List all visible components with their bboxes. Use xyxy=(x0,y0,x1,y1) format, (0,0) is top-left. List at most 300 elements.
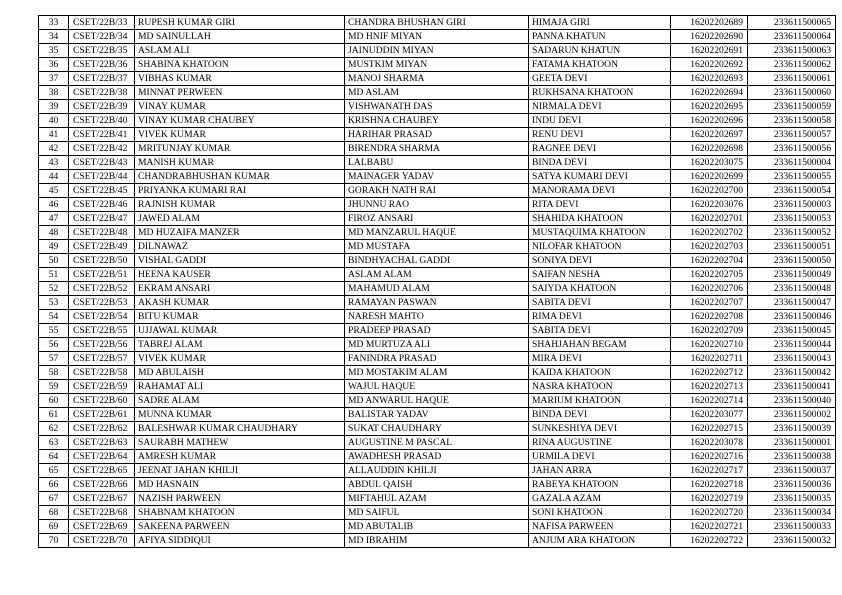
father-name-cell: MD ABUTALIB xyxy=(345,520,529,534)
student-name-cell: MD ABULAISH xyxy=(135,366,345,380)
registration-number-cell: 16202203075 xyxy=(671,156,748,170)
student-name-cell: JEENAT JAHAN KHILJI xyxy=(135,464,345,478)
serial-number-cell: 45 xyxy=(39,184,69,198)
roll-number-cell: CSET/22B/60 xyxy=(69,394,135,408)
serial-number-cell: 60 xyxy=(39,394,69,408)
father-name-cell: MANOJ SHARMA xyxy=(345,72,529,86)
registration-number-cell: 16202202709 xyxy=(671,324,748,338)
student-name-cell: CHANDRABHUSHAN KUMAR xyxy=(135,170,345,184)
serial-number-cell: 36 xyxy=(39,58,69,72)
serial-number-cell: 35 xyxy=(39,44,69,58)
student-name-cell: MD HASNAIN xyxy=(135,478,345,492)
table-row xyxy=(39,520,836,534)
mother-name-cell: ANJUM ARA KHATOON xyxy=(529,534,671,548)
enrollment-number-cell: 233611500045 xyxy=(748,324,836,338)
enrollment-number-cell: 233611500004 xyxy=(748,156,836,170)
enrollment-number-cell: 233611500065 xyxy=(748,16,836,30)
serial-number-cell: 69 xyxy=(39,520,69,534)
registration-number-cell: 16202202692 xyxy=(671,58,748,72)
mother-name-cell: NILOFAR KHATOON xyxy=(529,240,671,254)
mother-name-cell: BINDA DEVI xyxy=(529,156,671,170)
roll-number-cell: CSET/22B/42 xyxy=(69,142,135,156)
mother-name-cell: RAGNEE DEVI xyxy=(529,142,671,156)
mother-name-cell: KAIDA KHATOON xyxy=(529,366,671,380)
serial-number-cell: 37 xyxy=(39,72,69,86)
registration-number-cell: 16202202719 xyxy=(671,492,748,506)
mother-name-cell: MARIUM KHATOON xyxy=(529,394,671,408)
enrollment-number-cell: 233611500038 xyxy=(748,450,836,464)
father-name-cell: BALISTAR YADAV xyxy=(345,408,529,422)
student-name-cell: PRIYANKA KUMARI RAI xyxy=(135,184,345,198)
registration-number-cell: 16202202721 xyxy=(671,520,748,534)
table-row xyxy=(39,492,836,506)
father-name-cell: VISHWANATH DAS xyxy=(345,100,529,114)
roll-number-cell: CSET/22B/66 xyxy=(69,478,135,492)
registration-number-cell: 16202202693 xyxy=(671,72,748,86)
father-name-cell: GORAKH NATH RAI xyxy=(345,184,529,198)
enrollment-number-cell: 233611500034 xyxy=(748,506,836,520)
table-row xyxy=(39,58,836,72)
roll-number-cell: CSET/22B/65 xyxy=(69,464,135,478)
father-name-cell: BINDHYACHAL GADDI xyxy=(345,254,529,268)
registration-number-cell: 16202202702 xyxy=(671,226,748,240)
roll-number-cell: CSET/22B/69 xyxy=(69,520,135,534)
serial-number-cell: 61 xyxy=(39,408,69,422)
roll-number-cell: CSET/22B/38 xyxy=(69,86,135,100)
father-name-cell: ALLAUDDIN KHILJI xyxy=(345,464,529,478)
father-name-cell: MD MANZARUL HAQUE xyxy=(345,226,529,240)
father-name-cell: LALBABU xyxy=(345,156,529,170)
mother-name-cell: MANORAMA DEVI xyxy=(529,184,671,198)
serial-number-cell: 33 xyxy=(39,16,69,30)
father-name-cell: MAHAMUD ALAM xyxy=(345,282,529,296)
roll-number-cell: CSET/22B/53 xyxy=(69,296,135,310)
father-name-cell: SUKAT CHAUDHARY xyxy=(345,422,529,436)
student-name-cell: MD SAINULLAH xyxy=(135,30,345,44)
student-name-cell: DILNAWAZ xyxy=(135,240,345,254)
serial-number-cell: 56 xyxy=(39,338,69,352)
table-row xyxy=(39,450,836,464)
enrollment-number-cell: 233611500049 xyxy=(748,268,836,282)
father-name-cell: MIFTAHUL AZAM xyxy=(345,492,529,506)
father-name-cell: WAJUL HAQUE xyxy=(345,380,529,394)
roll-number-cell: CSET/22B/47 xyxy=(69,212,135,226)
serial-number-cell: 66 xyxy=(39,478,69,492)
father-name-cell: MD SAIFUL xyxy=(345,506,529,520)
registration-number-cell: 16202203078 xyxy=(671,436,748,450)
mother-name-cell: GAZALA AZAM xyxy=(529,492,671,506)
student-name-cell: MD HUZAIFA MANZER xyxy=(135,226,345,240)
registration-number-cell: 16202202707 xyxy=(671,296,748,310)
mother-name-cell: JAHAN ARRA xyxy=(529,464,671,478)
table-row xyxy=(39,30,836,44)
mother-name-cell: GEETA DEVI xyxy=(529,72,671,86)
father-name-cell: JHUNNU RAO xyxy=(345,198,529,212)
registration-number-cell: 16202202708 xyxy=(671,310,748,324)
mother-name-cell: INDU DEVI xyxy=(529,114,671,128)
student-name-cell: BITU KUMAR xyxy=(135,310,345,324)
roll-number-cell: CSET/22B/41 xyxy=(69,128,135,142)
roll-number-cell: CSET/22B/34 xyxy=(69,30,135,44)
student-name-cell: SAKEENA PARWEEN xyxy=(135,520,345,534)
serial-number-cell: 53 xyxy=(39,296,69,310)
registration-number-cell: 16202202703 xyxy=(671,240,748,254)
student-name-cell: MANISH KUMAR xyxy=(135,156,345,170)
mother-name-cell: SADARUN KHATUN xyxy=(529,44,671,58)
father-name-cell: AUGUSTINE M PASCAL xyxy=(345,436,529,450)
mother-name-cell: SUNKESHIYA DEVI xyxy=(529,422,671,436)
table-row xyxy=(39,534,836,548)
student-name-cell: MUNNA KUMAR xyxy=(135,408,345,422)
mother-name-cell: NASRA KHATOON xyxy=(529,380,671,394)
roll-number-cell: CSET/22B/46 xyxy=(69,198,135,212)
registration-number-cell: 16202202716 xyxy=(671,450,748,464)
enrollment-number-cell: 233611500064 xyxy=(748,30,836,44)
enrollment-number-cell: 233611500058 xyxy=(748,114,836,128)
serial-number-cell: 68 xyxy=(39,506,69,520)
roll-number-cell: CSET/22B/36 xyxy=(69,58,135,72)
serial-number-cell: 34 xyxy=(39,30,69,44)
enrollment-number-cell: 233611500054 xyxy=(748,184,836,198)
table-row xyxy=(39,436,836,450)
father-name-cell: RAMAYAN PASWAN xyxy=(345,296,529,310)
table-row xyxy=(39,170,836,184)
roll-number-cell: CSET/22B/44 xyxy=(69,170,135,184)
registration-number-cell: 16202202699 xyxy=(671,170,748,184)
mother-name-cell: NIRMALA DEVI xyxy=(529,100,671,114)
father-name-cell: MD MURTUZA ALI xyxy=(345,338,529,352)
serial-number-cell: 51 xyxy=(39,268,69,282)
enrollment-number-cell: 233611500033 xyxy=(748,520,836,534)
serial-number-cell: 67 xyxy=(39,492,69,506)
student-name-cell: ASLAM ALI xyxy=(135,44,345,58)
serial-number-cell: 50 xyxy=(39,254,69,268)
enrollment-number-cell: 233611500035 xyxy=(748,492,836,506)
registration-number-cell: 16202202710 xyxy=(671,338,748,352)
table-row xyxy=(39,128,836,142)
table-row xyxy=(39,212,836,226)
registration-number-cell: 16202202713 xyxy=(671,380,748,394)
table-row xyxy=(39,114,836,128)
student-name-cell: AFIYA SIDDIQUI xyxy=(135,534,345,548)
student-name-cell: NAZISH PARWEEN xyxy=(135,492,345,506)
father-name-cell: ABDUL QAISH xyxy=(345,478,529,492)
roll-number-cell: CSET/22B/51 xyxy=(69,268,135,282)
registration-number-cell: 16202202704 xyxy=(671,254,748,268)
roll-number-cell: CSET/22B/70 xyxy=(69,534,135,548)
serial-number-cell: 70 xyxy=(39,534,69,548)
roll-number-cell: CSET/22B/54 xyxy=(69,310,135,324)
father-name-cell: MD IBRAHIM xyxy=(345,534,529,548)
student-name-cell: EKRAM ANSARI xyxy=(135,282,345,296)
roll-number-cell: CSET/22B/68 xyxy=(69,506,135,520)
mother-name-cell: RINA AUGUSTINE xyxy=(529,436,671,450)
roll-number-cell: CSET/22B/58 xyxy=(69,366,135,380)
serial-number-cell: 40 xyxy=(39,114,69,128)
table-row xyxy=(39,226,836,240)
registration-number-cell: 16202202691 xyxy=(671,44,748,58)
student-name-cell: VISHAL GADDI xyxy=(135,254,345,268)
serial-number-cell: 62 xyxy=(39,422,69,436)
father-name-cell: HARIHAR PRASAD xyxy=(345,128,529,142)
enrollment-number-cell: 233611500047 xyxy=(748,296,836,310)
student-name-cell: RAHAMAT ALI xyxy=(135,380,345,394)
student-name-cell: AKASH KUMAR xyxy=(135,296,345,310)
enrollment-number-cell: 233611500003 xyxy=(748,198,836,212)
serial-number-cell: 48 xyxy=(39,226,69,240)
registration-number-cell: 16202202694 xyxy=(671,86,748,100)
mother-name-cell: NAFISA PARWEEN xyxy=(529,520,671,534)
father-name-cell: MUSTKIM MIYAN xyxy=(345,58,529,72)
enrollment-number-cell: 233611500052 xyxy=(748,226,836,240)
student-name-cell: HEENA KAUSER xyxy=(135,268,345,282)
father-name-cell: MD HNIF MIYAN xyxy=(345,30,529,44)
student-name-cell: JAWED ALAM xyxy=(135,212,345,226)
enrollment-number-cell: 233611500043 xyxy=(748,352,836,366)
enrollment-number-cell: 233611500055 xyxy=(748,170,836,184)
registration-number-cell: 16202202714 xyxy=(671,394,748,408)
mother-name-cell: SAIYDA KHATOON xyxy=(529,282,671,296)
mother-name-cell: RUKHSANA KHATOON xyxy=(529,86,671,100)
table-row xyxy=(39,16,836,30)
enrollment-number-cell: 233611500057 xyxy=(748,128,836,142)
registration-number-cell: 16202202711 xyxy=(671,352,748,366)
student-list-table xyxy=(38,15,836,548)
roll-number-cell: CSET/22B/52 xyxy=(69,282,135,296)
table-row xyxy=(39,478,836,492)
father-name-cell: MD ASLAM xyxy=(345,86,529,100)
mother-name-cell: RABEYA KHATOON xyxy=(529,478,671,492)
father-name-cell: PRADEEP PRASAD xyxy=(345,324,529,338)
table-row xyxy=(39,198,836,212)
enrollment-number-cell: 233611500040 xyxy=(748,394,836,408)
table-row xyxy=(39,310,836,324)
roll-number-cell: CSET/22B/48 xyxy=(69,226,135,240)
student-name-cell: VIVEK KUMAR xyxy=(135,128,345,142)
registration-number-cell: 16202202695 xyxy=(671,100,748,114)
registration-number-cell: 16202202698 xyxy=(671,142,748,156)
table-row xyxy=(39,422,836,436)
serial-number-cell: 54 xyxy=(39,310,69,324)
serial-number-cell: 43 xyxy=(39,156,69,170)
enrollment-number-cell: 233611500037 xyxy=(748,464,836,478)
enrollment-number-cell: 233611500002 xyxy=(748,408,836,422)
enrollment-number-cell: 233611500046 xyxy=(748,310,836,324)
enrollment-number-cell: 233611500062 xyxy=(748,58,836,72)
enrollment-number-cell: 233611500001 xyxy=(748,436,836,450)
table-row xyxy=(39,282,836,296)
table-row xyxy=(39,352,836,366)
serial-number-cell: 44 xyxy=(39,170,69,184)
registration-number-cell: 16202202715 xyxy=(671,422,748,436)
registration-number-cell: 16202202696 xyxy=(671,114,748,128)
serial-number-cell: 59 xyxy=(39,380,69,394)
enrollment-number-cell: 233611500053 xyxy=(748,212,836,226)
serial-number-cell: 49 xyxy=(39,240,69,254)
registration-number-cell: 16202202706 xyxy=(671,282,748,296)
table-row xyxy=(39,366,836,380)
father-name-cell: KRISHNA CHAUBEY xyxy=(345,114,529,128)
father-name-cell: CHANDRA BHUSHAN GIRI xyxy=(345,16,529,30)
student-name-cell: UJJAWAL KUMAR xyxy=(135,324,345,338)
mother-name-cell: SHAHIDA KHATOON xyxy=(529,212,671,226)
enrollment-number-cell: 233611500039 xyxy=(748,422,836,436)
mother-name-cell: SONIYA DEVI xyxy=(529,254,671,268)
father-name-cell: MD MUSTAFA xyxy=(345,240,529,254)
registration-number-cell: 16202203077 xyxy=(671,408,748,422)
serial-number-cell: 65 xyxy=(39,464,69,478)
table-row xyxy=(39,380,836,394)
registration-number-cell: 16202202718 xyxy=(671,478,748,492)
roll-number-cell: CSET/22B/61 xyxy=(69,408,135,422)
mother-name-cell: MIRA DEVI xyxy=(529,352,671,366)
roll-number-cell: CSET/22B/63 xyxy=(69,436,135,450)
serial-number-cell: 55 xyxy=(39,324,69,338)
student-name-cell: TABREJ ALAM xyxy=(135,338,345,352)
mother-name-cell: SABITA DEVI xyxy=(529,296,671,310)
roll-number-cell: CSET/22B/39 xyxy=(69,100,135,114)
enrollment-number-cell: 233611500032 xyxy=(748,534,836,548)
registration-number-cell: 16202202717 xyxy=(671,464,748,478)
mother-name-cell: SATYA KUMARI DEVI xyxy=(529,170,671,184)
table-row xyxy=(39,72,836,86)
student-name-cell: VIBHAS KUMAR xyxy=(135,72,345,86)
father-name-cell: ASLAM ALAM xyxy=(345,268,529,282)
table-row xyxy=(39,44,836,58)
table-row xyxy=(39,184,836,198)
father-name-cell: AWADHESH PRASAD xyxy=(345,450,529,464)
table-row xyxy=(39,324,836,338)
enrollment-number-cell: 233611500044 xyxy=(748,338,836,352)
roll-number-cell: CSET/22B/55 xyxy=(69,324,135,338)
enrollment-number-cell: 233611500060 xyxy=(748,86,836,100)
table-body xyxy=(39,16,836,548)
mother-name-cell: MUSTAQUIMA KHATOON xyxy=(529,226,671,240)
serial-number-cell: 46 xyxy=(39,198,69,212)
enrollment-number-cell: 233611500041 xyxy=(748,380,836,394)
roll-number-cell: CSET/22B/57 xyxy=(69,352,135,366)
enrollment-number-cell: 233611500050 xyxy=(748,254,836,268)
roll-number-cell: CSET/22B/37 xyxy=(69,72,135,86)
enrollment-number-cell: 233611500048 xyxy=(748,282,836,296)
father-name-cell: MD MOSTAKIM ALAM xyxy=(345,366,529,380)
registration-number-cell: 16202202689 xyxy=(671,16,748,30)
mother-name-cell: URMILA DEVI xyxy=(529,450,671,464)
enrollment-number-cell: 233611500056 xyxy=(748,142,836,156)
father-name-cell: NARESH MAHTO xyxy=(345,310,529,324)
roll-number-cell: CSET/22B/64 xyxy=(69,450,135,464)
registration-number-cell: 16202202701 xyxy=(671,212,748,226)
father-name-cell: FANINDRA PRASAD xyxy=(345,352,529,366)
enrollment-number-cell: 233611500051 xyxy=(748,240,836,254)
student-name-cell: AMRESH KUMAR xyxy=(135,450,345,464)
registration-number-cell: 16202202697 xyxy=(671,128,748,142)
enrollment-number-cell: 233611500042 xyxy=(748,366,836,380)
registration-number-cell: 16202202722 xyxy=(671,534,748,548)
registration-number-cell: 16202203076 xyxy=(671,198,748,212)
student-name-cell: VIVEK KUMAR xyxy=(135,352,345,366)
student-name-cell: SHABINA KHATOON xyxy=(135,58,345,72)
table-row xyxy=(39,506,836,520)
table-row xyxy=(39,394,836,408)
serial-number-cell: 63 xyxy=(39,436,69,450)
serial-number-cell: 42 xyxy=(39,142,69,156)
serial-number-cell: 58 xyxy=(39,366,69,380)
roll-number-cell: CSET/22B/33 xyxy=(69,16,135,30)
student-name-cell: SAURABH MATHEW xyxy=(135,436,345,450)
serial-number-cell: 38 xyxy=(39,86,69,100)
mother-name-cell: RENU DEVI xyxy=(529,128,671,142)
student-name-cell: BALESHWAR KUMAR CHAUDHARY xyxy=(135,422,345,436)
serial-number-cell: 57 xyxy=(39,352,69,366)
mother-name-cell: FATAMA KHATOON xyxy=(529,58,671,72)
table-row xyxy=(39,142,836,156)
roll-number-cell: CSET/22B/45 xyxy=(69,184,135,198)
table-row xyxy=(39,100,836,114)
mother-name-cell: PANNA KHATUN xyxy=(529,30,671,44)
roll-number-cell: CSET/22B/49 xyxy=(69,240,135,254)
father-name-cell: BIRENDRA SHARMA xyxy=(345,142,529,156)
roll-number-cell: CSET/22B/35 xyxy=(69,44,135,58)
roll-number-cell: CSET/22B/40 xyxy=(69,114,135,128)
table-row xyxy=(39,268,836,282)
serial-number-cell: 64 xyxy=(39,450,69,464)
mother-name-cell: RITA DEVI xyxy=(529,198,671,212)
roll-number-cell: CSET/22B/50 xyxy=(69,254,135,268)
mother-name-cell: SAIFAN NESHA xyxy=(529,268,671,282)
student-name-cell: VINAY KUMAR CHAUBEY xyxy=(135,114,345,128)
father-name-cell: FIROZ ANSARI xyxy=(345,212,529,226)
student-name-cell: RUPESH KUMAR GIRI xyxy=(135,16,345,30)
mother-name-cell: SABITA DEVI xyxy=(529,324,671,338)
enrollment-number-cell: 233611500059 xyxy=(748,100,836,114)
table-row xyxy=(39,86,836,100)
registration-number-cell: 16202202700 xyxy=(671,184,748,198)
roll-number-cell: CSET/22B/62 xyxy=(69,422,135,436)
serial-number-cell: 47 xyxy=(39,212,69,226)
student-name-cell: MRITUNJAY KUMAR xyxy=(135,142,345,156)
table-row xyxy=(39,338,836,352)
student-name-cell: RAJNISH KUMAR xyxy=(135,198,345,212)
table-row xyxy=(39,240,836,254)
father-name-cell: MAINAGER YADAV xyxy=(345,170,529,184)
student-name-cell: VINAY KUMAR xyxy=(135,100,345,114)
enrollment-number-cell: 233611500063 xyxy=(748,44,836,58)
father-name-cell: JAINUDDIN MIYAN xyxy=(345,44,529,58)
table-row xyxy=(39,254,836,268)
registration-number-cell: 16202202720 xyxy=(671,506,748,520)
roll-number-cell: CSET/22B/56 xyxy=(69,338,135,352)
table-row xyxy=(39,464,836,478)
mother-name-cell: HIMAJA GIRI xyxy=(529,16,671,30)
serial-number-cell: 52 xyxy=(39,282,69,296)
serial-number-cell: 39 xyxy=(39,100,69,114)
student-name-cell: SHABNAM KHATOON xyxy=(135,506,345,520)
roll-number-cell: CSET/22B/43 xyxy=(69,156,135,170)
student-name-cell: SADRE ALAM xyxy=(135,394,345,408)
mother-name-cell: RIMA DEVI xyxy=(529,310,671,324)
enrollment-number-cell: 233611500036 xyxy=(748,478,836,492)
mother-name-cell: SONI KHATOON xyxy=(529,506,671,520)
registration-number-cell: 16202202690 xyxy=(671,30,748,44)
table-row xyxy=(39,156,836,170)
table-row xyxy=(39,296,836,310)
enrollment-number-cell: 233611500061 xyxy=(748,72,836,86)
roll-number-cell: CSET/22B/59 xyxy=(69,380,135,394)
student-name-cell: MINNAT PERWEEN xyxy=(135,86,345,100)
table-row xyxy=(39,408,836,422)
mother-name-cell: BINDA DEVI xyxy=(529,408,671,422)
